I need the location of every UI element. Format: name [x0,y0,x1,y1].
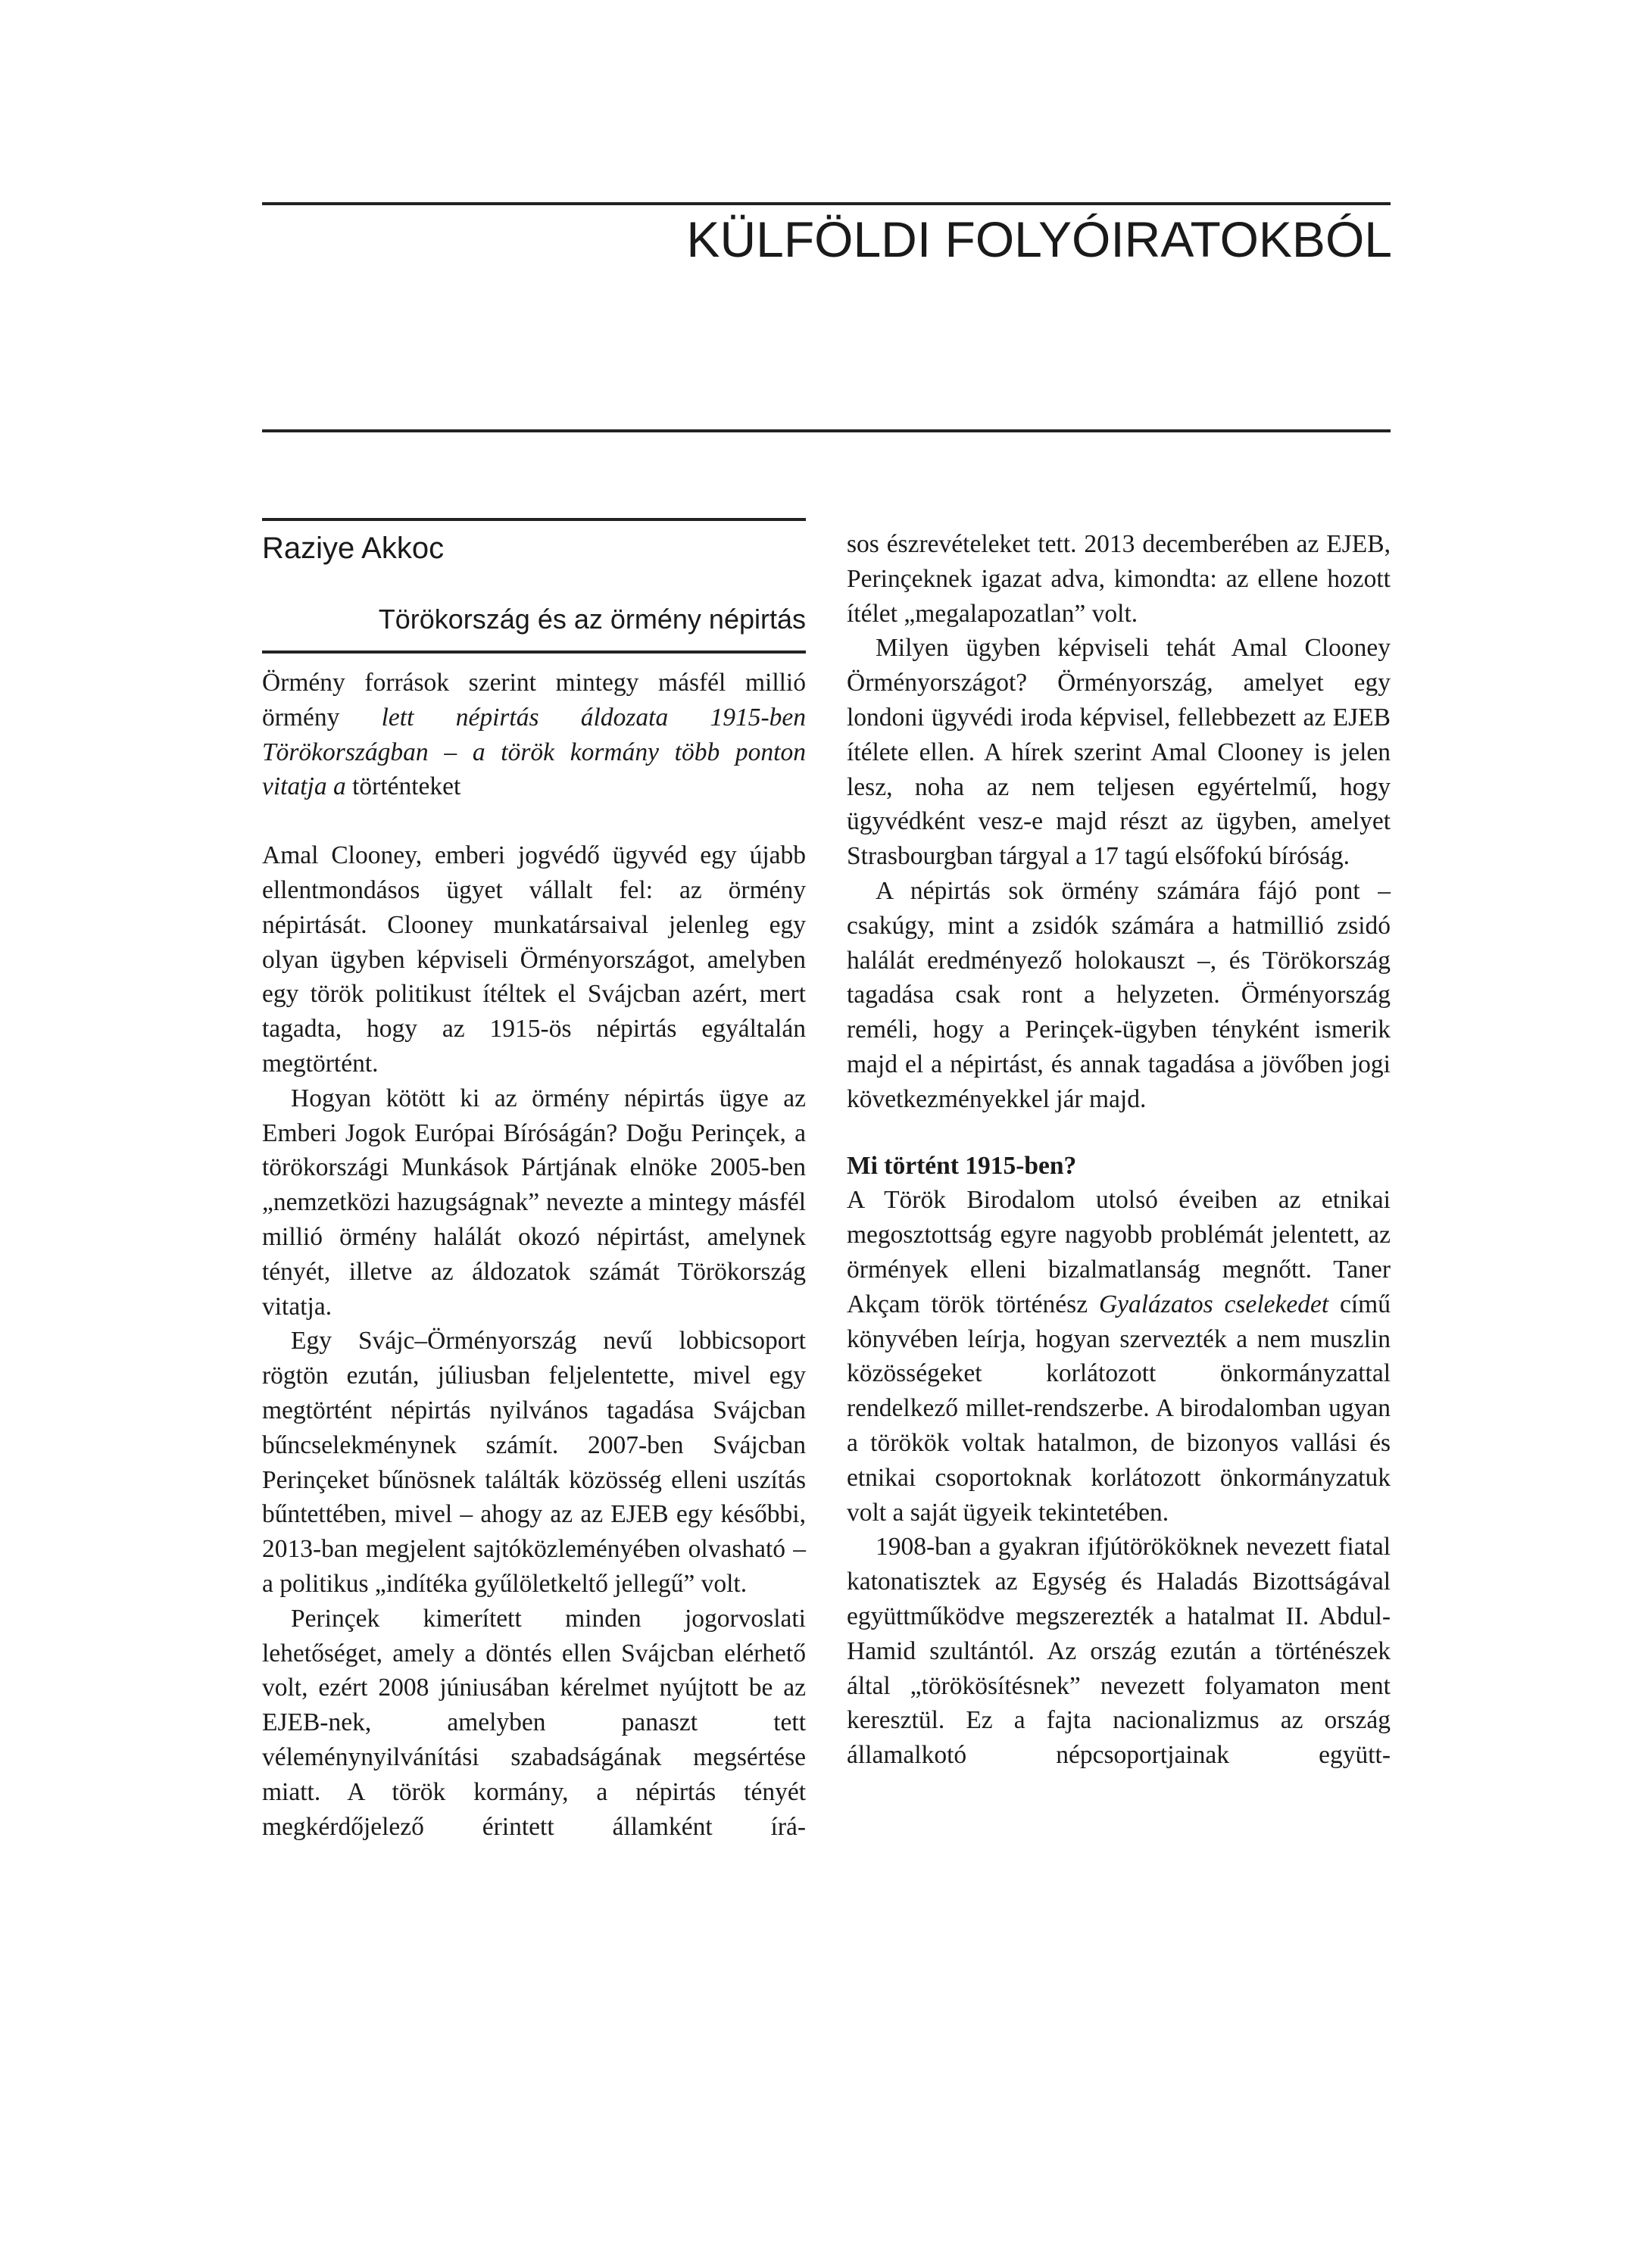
paragraph: Egy Svájc–Örményország nevű lobbicsoport rögtön ezután, júliusban feljelentette, mivel egy megtörtént népirtás nyilvános tagadása Svájcban bűncselekménynek számít. 2007-ben Svájcban Perinçeket bűnösnek találták közösség elleni uszítás bűntettében, mivel – ahogy az az EJEB egy későbbi, 2013-ban megjelent sajtóközleményében olvasható – a politikus „indítéka gyűlöletkeltő jellegű” volt. [262,1327,806,1598]
paragraph-text-end: című könyvében leírja, hogyan szervezték a nem muszlin közösségeket korlátozott önkormányzattal rendelkező millet-rendszerbe. A birodalomban ugyan a törökök voltak hatalmon, de bizonyos vallási és etnikai csoportoknak korlátozott önkormányzatuk volt a saját ügyeik tekintetében. [847,1290,1391,1527]
section-title: KÜLFÖLDI FOLYÓIRATOKBÓL [686,211,1392,267]
lead-text: Örmény források szerint mintegy másfél millió örmény [262,669,806,732]
lead-italic-text: lett népirtás áldozata 1915-ben Törökországban – a török kormány több ponton vitatja a [262,703,806,801]
paragraph: Hogyan kötött ki az örmény népirtás ügye az Emberi Jogok Európai Bíróságán? Doğu Perinçek, a törökországi Munkások Pártjának elnöke 2005-ben „nemzetközi hazugságnak” nevezte a mintegy másfél millió örmény halálát okozó népirtást, amelynek tényét, illetve az áldozatok számát Törökország vitatja. [262,1084,806,1321]
article-title: Törökország és az örmény népirtás [378,604,806,635]
article-lead [262,666,806,804]
book-title: Gyalázatos cselekedet [1098,1290,1329,1318]
lead-text-end: történteket [345,772,461,801]
paragraph-continuation: sos észrevételeket tett. 2013 decemberében az EJEB, Perinçeknek igazat adva, kimondta: az ellene hozott ítélet „megalapozatlan” volt. [847,530,1391,628]
article-author: Raziye Akkoc [262,532,445,565]
text-column-right [847,527,1391,1773]
text-column-left [262,666,806,1844]
paragraph: 1908-ban a gyakran ifjútörököknek nevezett fiatal katonatisztek az Egység és Haladás Bizottságával együttműködve megszerezték a hatalmat II. Abdul-Hamid szultántól. Az ország ezután a történészek által „törökösítésnek” nevezett folyamaton ment keresztül. Ez a fajta nacionalizmus az ország államalkotó népcsoportjainak együtt- [847,1533,1391,1770]
paragraph: Amal Clooney, emberi jogvédő ügyvéd egy újabb ellentmondásos ügyet vállalt fel: az örmény népirtását. Clooney munkatársaival jelenleg egy olyan ügyben képviseli Örményországot, amelyben egy török politikust ítéltek el Svájcban azért, mert tagadta, hogy az 1915-ös népirtás egyáltalán megtörtént. [262,841,806,1078]
author-top-rule [262,518,806,521]
paragraph-text: A Török Birodalom utolsó éveiben az etnikai megosztottság egyre nagyobb problémát jelentett, az örmények elleni bizalmatlanság megnőtt. Taner Akçam török történész [847,1186,1391,1318]
header-bottom-rule [262,429,1391,432]
title-bottom-rule [262,650,806,654]
section-subheading: Mi történt 1915-ben? [847,1151,1077,1180]
paragraph [847,1183,1391,1530]
header-top-rule [262,202,1391,205]
paragraph: Milyen ügyben képviseli tehát Amal Clooney Örményországot? Örményország, amelyet egy londoni ügyvédi iroda képvisel, fellebbezett az EJEB ítélete ellen. A hírek szerint Amal Clooney is jelen lesz, noha az nem teljesen egyértelmű, hogy ügyvédként vesz-e majd részt az ügyben, amelyet Strasbourgban tárgyal a 17 tagú elsőfokú bíróság. [847,634,1391,871]
paragraph: A népirtás sok örmény számára fájó pont – csakúgy, mint a zsidók számára a hatmillió zsidó halálát eredményező holokauszt –, és Törökország tagadása csak ront a helyzeten. Örményország reméli, hogy a Perinçek-ügyben tényként ismerik majd el a népirtást, és annak tagadása a jövőben jogi következményekkel jár majd. [847,876,1391,1113]
paragraph: Perinçek kimerített minden jogorvoslati lehetőséget, amely a döntés ellen Svájcban elérhető volt, ezért 2008 júniusában kérelmet nyújtott be az EJEB-nek, amelyben panaszt tett véleménynyilvánítási szabadságának megsértése miatt. A török kormány, a népirtás tényét megkérdőjelező érintett államként írá- [262,1604,806,1841]
